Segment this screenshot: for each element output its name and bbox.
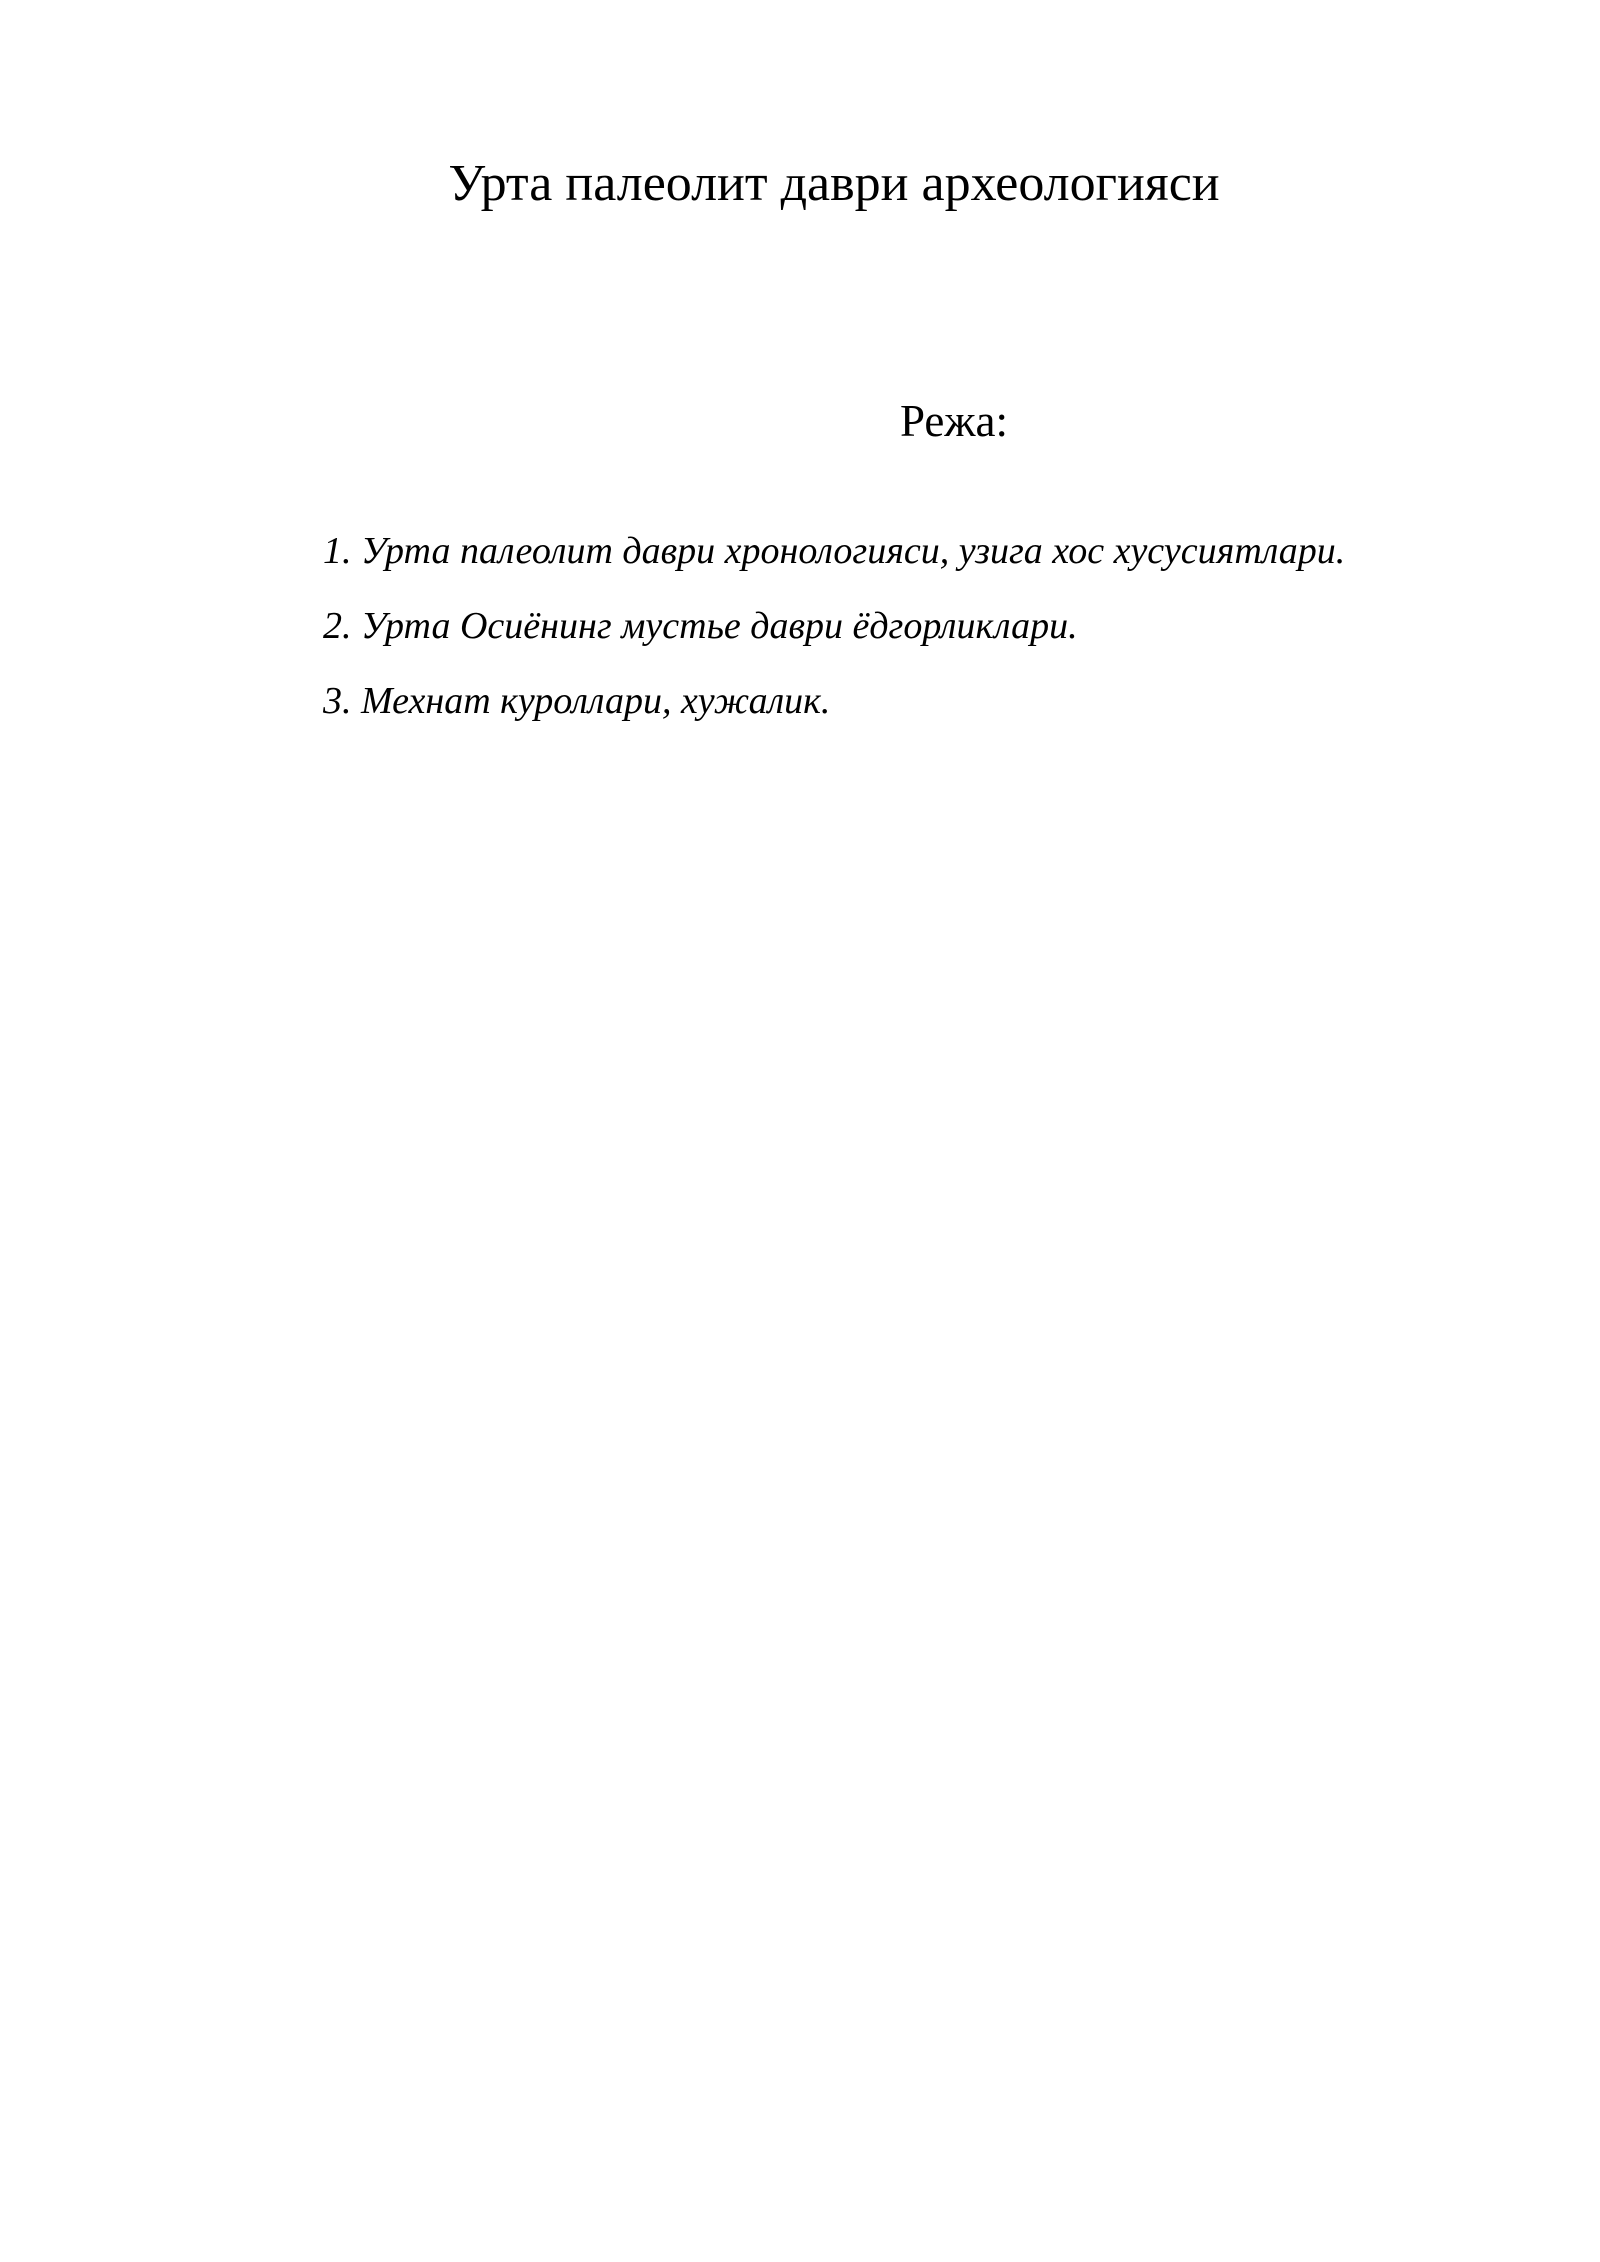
- plan-item-2: 2. Урта Осиёнинг мустье даври ёдгорликлари.: [323, 605, 1078, 647]
- plan-item-3: 3. Мехнат куроллари, хужалик.: [323, 680, 831, 722]
- plan-item-1: 1. Урта палеолит даври хронологияси, узига хос хусусиятлари.: [323, 530, 1346, 572]
- plan-heading: Режа:: [900, 396, 1008, 446]
- plan-list: [323, 527, 1573, 752]
- document-title: Урта палеолит даври археологияси: [448, 155, 1220, 212]
